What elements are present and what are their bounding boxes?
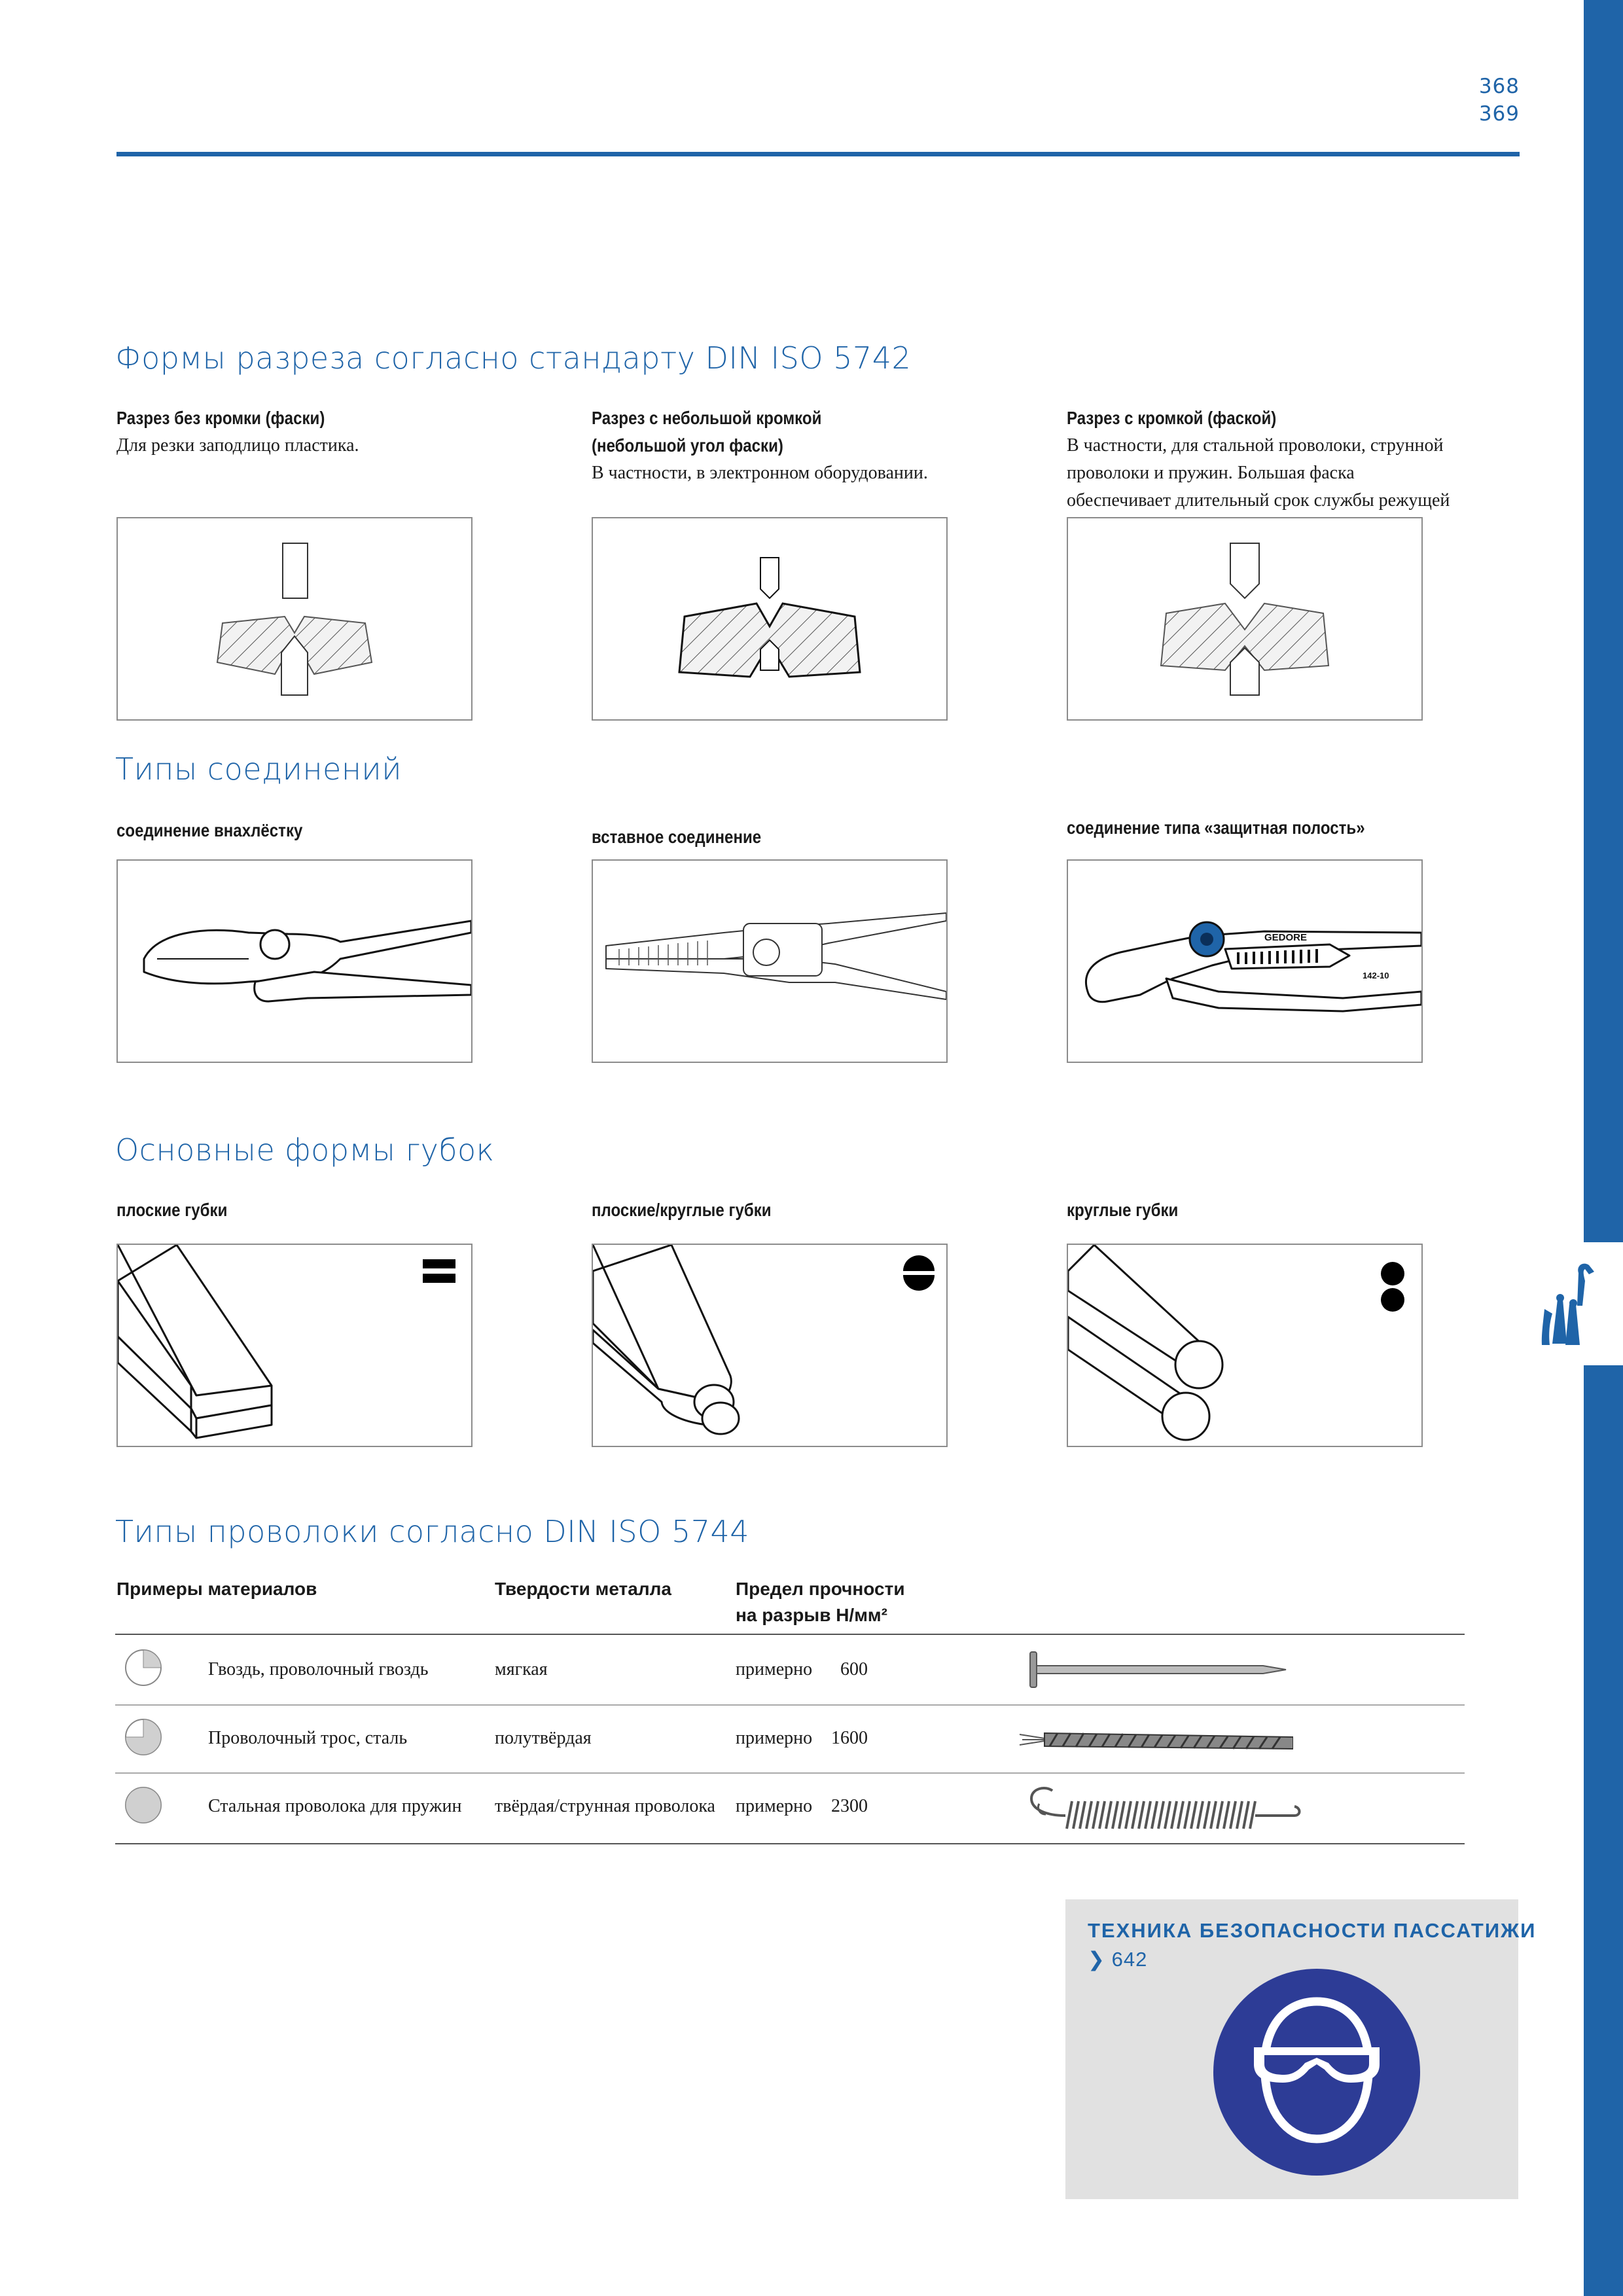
joint-diagram-lap xyxy=(116,859,473,1063)
hardness-indicator-icon xyxy=(124,1648,163,1687)
table-row-material: Стальная проволока для пружин xyxy=(208,1796,462,1816)
cut-diagram-small-bevel xyxy=(592,517,948,721)
table-rule-top xyxy=(115,1634,1465,1635)
table-row-strength: 2300 xyxy=(831,1796,868,1816)
cut-diagram-bevel xyxy=(1067,517,1423,721)
cut-heading-1: Разрез без кромки (фаски) xyxy=(116,408,325,428)
header-rule xyxy=(116,152,1520,156)
cut-heading-3: Разрез с кромкой (фаской) xyxy=(1067,408,1277,428)
column-header-material: Примеры материалов xyxy=(116,1579,317,1599)
table-rule xyxy=(115,1704,1465,1706)
joint-heading-1: соединение внахлёстку xyxy=(116,820,303,840)
table-row-approx: примерно xyxy=(736,1796,813,1816)
joint-heading-3: соединение типа «защитная полость» xyxy=(1067,817,1365,838)
joint-heading-2: вставное соединение xyxy=(592,827,762,847)
jaws-heading-2: плоские/круглые губки xyxy=(592,1200,772,1220)
table-rule-bottom xyxy=(115,1843,1465,1844)
safety-title: ТЕХНИКА БЕЗОПАСНОСТИ ПАССАТИЖИ xyxy=(1088,1919,1537,1942)
section-title-cut: Формы разреза согласно стандарту DIN ISO 5742 xyxy=(115,340,912,376)
jaws-diagram-flat xyxy=(116,1244,473,1447)
jaws-diagram-round xyxy=(1067,1244,1423,1447)
model-mark: 142-10 xyxy=(1363,971,1389,980)
jaws-diagram-flat-round xyxy=(592,1244,948,1447)
section-title-wire: Типы проволоки согласно DIN ISO 5744 xyxy=(115,1514,750,1549)
table-row-strength: 600 xyxy=(840,1659,868,1679)
section-title-jaws: Основные формы губок xyxy=(115,1132,495,1168)
column-header-hardness: Твердости металла xyxy=(495,1579,671,1599)
joint-diagram-box xyxy=(592,859,948,1063)
round-jaw-symbol xyxy=(1381,1262,1404,1285)
nail-icon xyxy=(1027,1647,1289,1693)
table-row-hardness: твёрдая/струнная проволока xyxy=(495,1796,715,1816)
safety-link[interactable] xyxy=(1088,1948,1147,1971)
table-row-hardness: полутвёрдая xyxy=(495,1728,592,1748)
safety-box[interactable] xyxy=(1065,1899,1537,2199)
jaws-heading-3: круглые губки xyxy=(1067,1200,1179,1220)
table-row-approx: примерно xyxy=(736,1659,813,1679)
cut-text-3: В частности, для стальной проволоки, струнной проволоки и пружин. Большая фаска обеспечивает длительный срок службы режущей xyxy=(1067,435,1450,511)
column-header-strength-1: Предел прочности xyxy=(736,1579,905,1599)
safety-link-page: 642 xyxy=(1111,1948,1148,1971)
column-header-strength-2: на разрыв Н/мм² xyxy=(736,1605,887,1625)
hardness-indicator-icon xyxy=(124,1717,163,1757)
page-number-right: 369 xyxy=(1478,102,1520,126)
table-row-material: Гвоздь, проволочный гвоздь xyxy=(208,1659,429,1679)
brand-mark: GEDORE xyxy=(1264,932,1308,943)
pliers-icon xyxy=(1538,1260,1597,1348)
cut-diagram-flush xyxy=(116,517,473,721)
cut-text-1: Для резки заподлицо пластика. xyxy=(116,435,359,456)
cut-text-2: В частности, в электронном оборудовании. xyxy=(592,463,928,483)
table-rule xyxy=(115,1772,1465,1774)
hardness-indicator-icon xyxy=(124,1785,163,1825)
chevron-right-icon: ❯ xyxy=(1088,1948,1105,1971)
flat-jaw-symbol xyxy=(423,1259,455,1268)
table-row-material: Проволочный трос, сталь xyxy=(208,1728,408,1748)
side-tab-bar xyxy=(1584,0,1623,2296)
cut-heading-2: Разрез с небольшой кромкой (небольшой угол фаски) xyxy=(592,408,822,456)
table-row-strength: 1600 xyxy=(831,1728,868,1748)
flat-round-jaw-symbol xyxy=(903,1255,935,1291)
section-title-joint: Типы соединений xyxy=(115,751,402,787)
table-row-hardness: мягкая xyxy=(495,1659,548,1679)
page-number-left: 368 xyxy=(1478,75,1520,98)
table-row-approx: примерно xyxy=(736,1728,813,1748)
jaws-heading-1: плоские губки xyxy=(116,1200,228,1220)
safety-goggles-icon xyxy=(1212,1967,1421,2177)
spring-icon xyxy=(1026,1782,1308,1837)
joint-diagram-protected xyxy=(1067,859,1423,1063)
wire-rope-icon xyxy=(1018,1725,1293,1754)
